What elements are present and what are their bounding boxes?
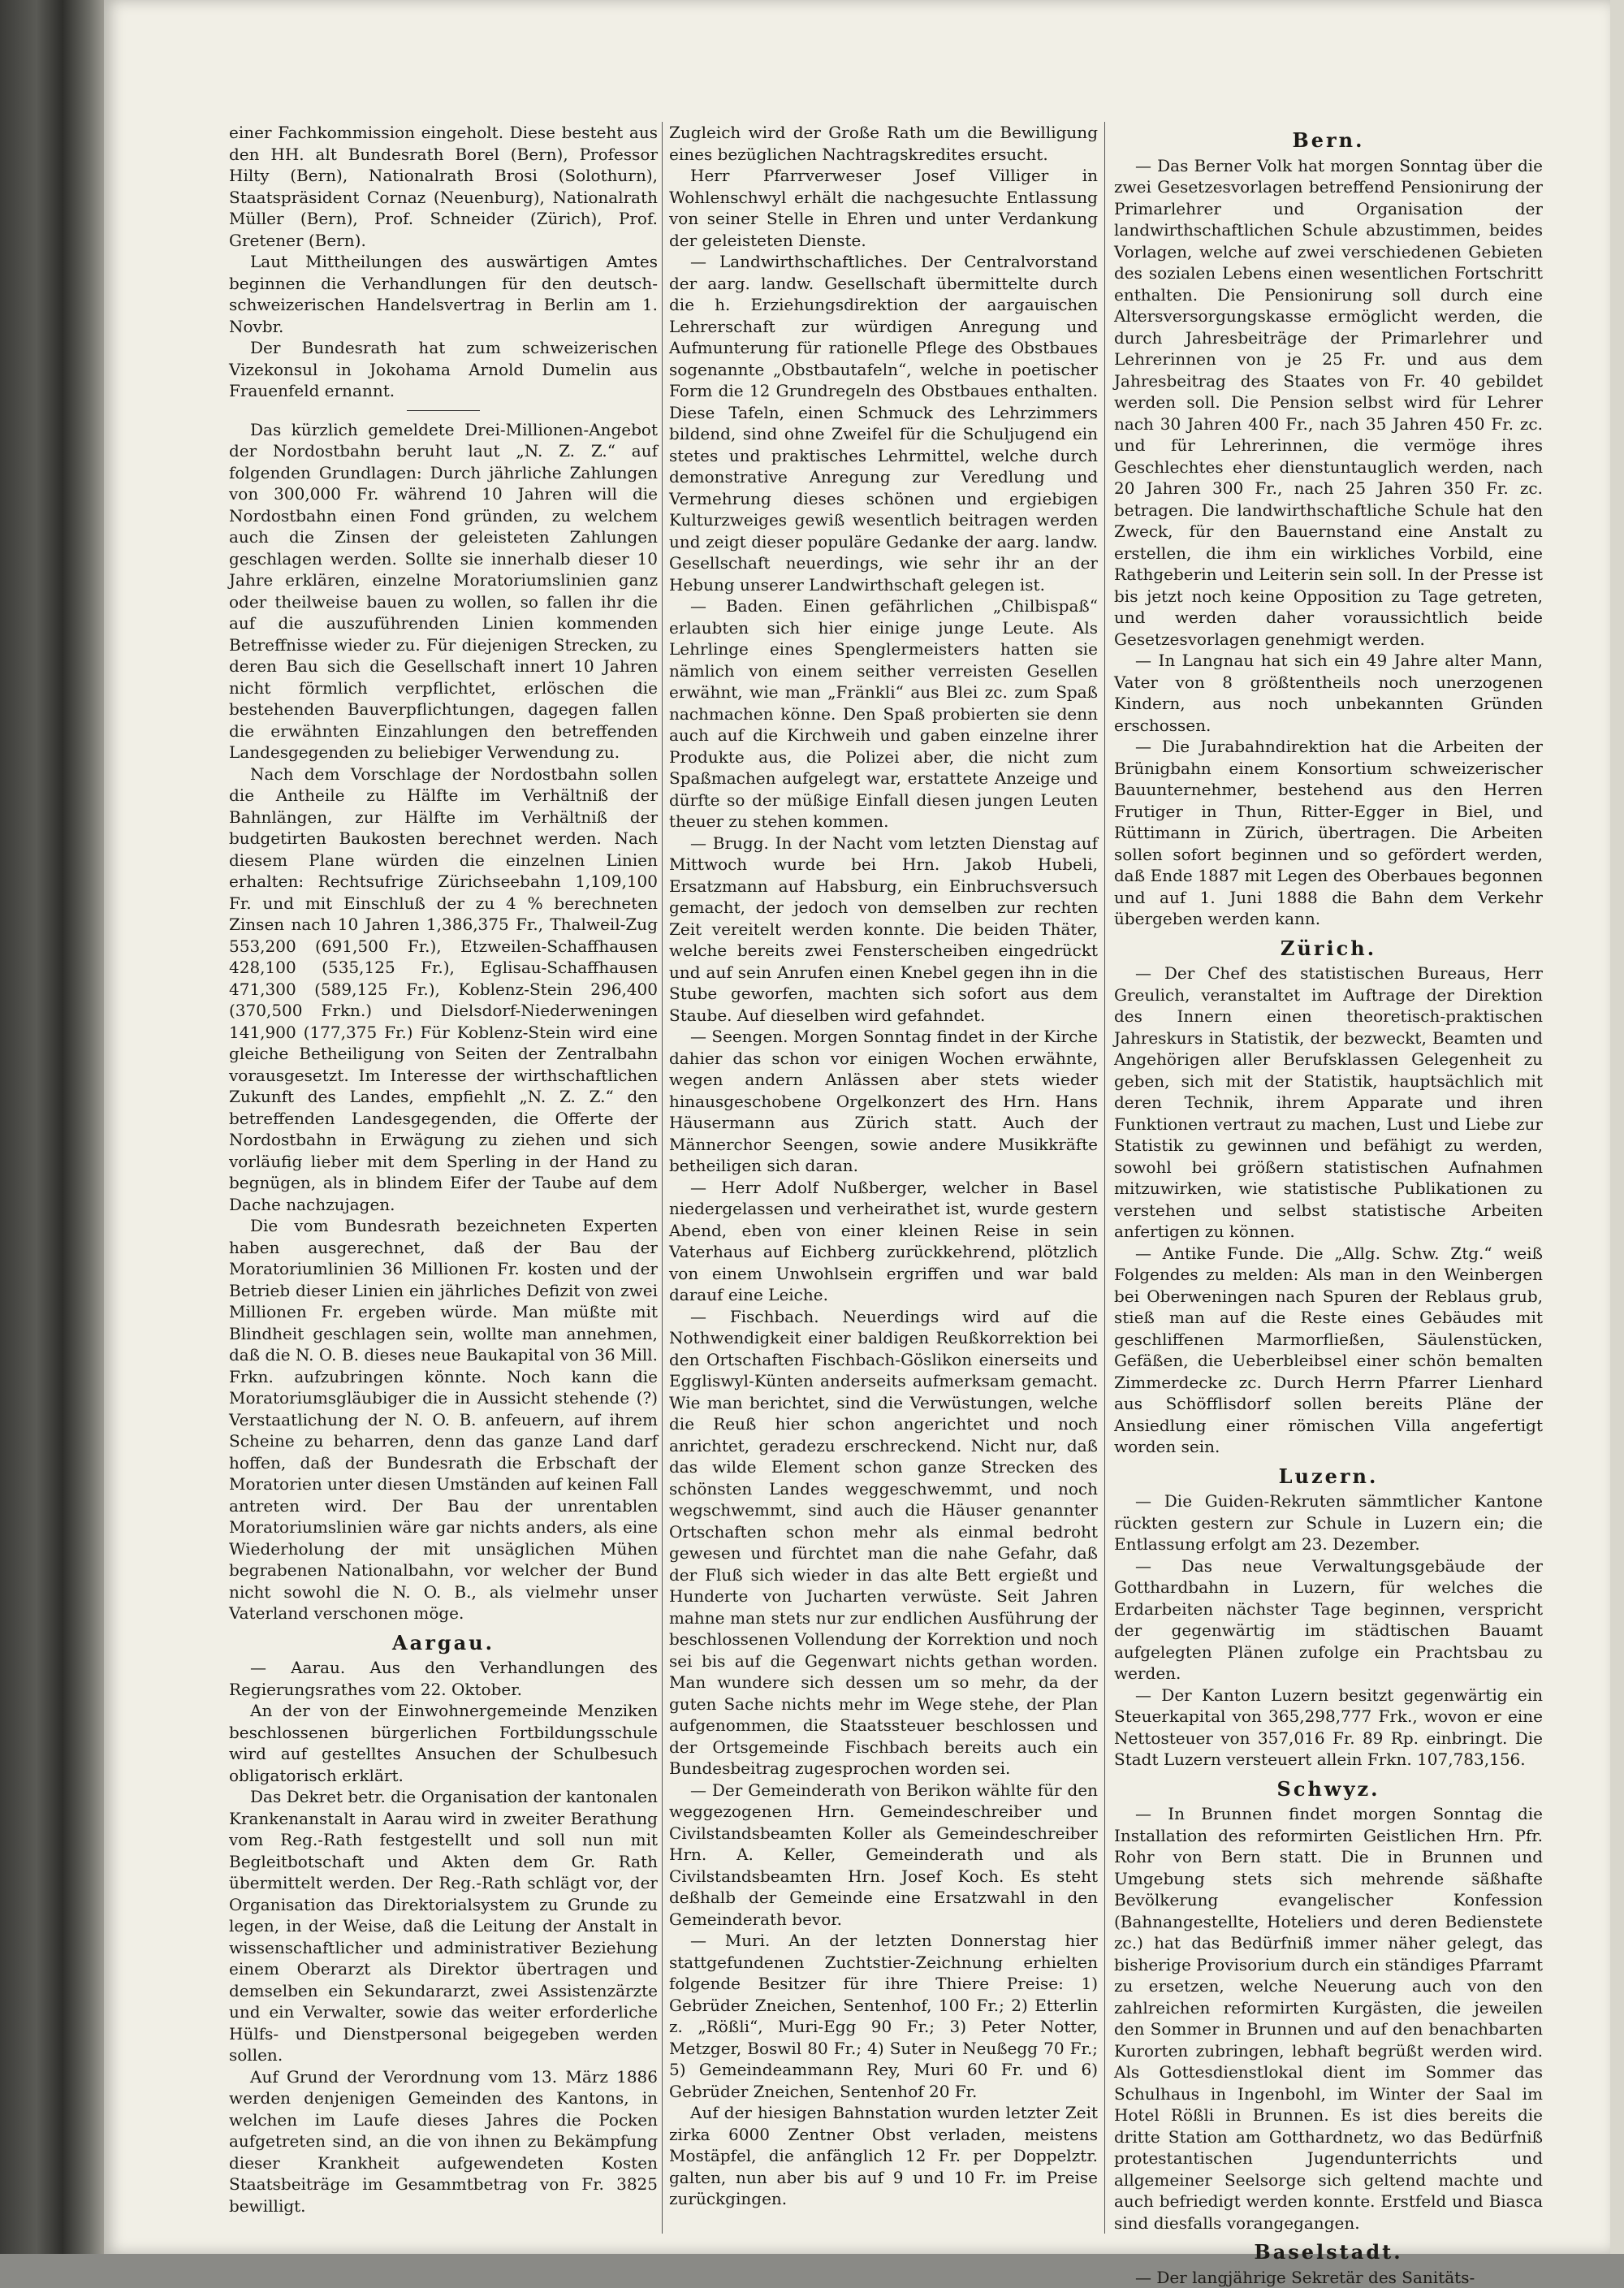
paragraph: — Die Jurabahndirektion hat die Arbeiten der Brünigbahn einem Konsortium schweizerischer Bauunternehmer, bestehend aus den Herren Frutiger in Thun, Ritter-Egger in Biel, und Rüttimann in Zürich, übertragen. Die Arbeiten sollen sofort beginnen und so gefördert werden, daß Ende 1887 mit Legen des Oberbaues begonnen und auf 1. Juni 1888 die Bahn dem Verkehr übergeben werden kann.	[1114, 736, 1543, 930]
paragraph: Nach dem Vorschlage der Nordostbahn sollen die Antheile zu Hälfte im Verhältniß der Bahnlängen, zur Hälfte im Verhältniß der budgetirten Baukosten berechnet werden. Nach diesem Plane würden die einzelnen Linien erhalten: Rechtsufrige Zürichseebahn 1,109,100 Fr. und mit Einschluß der zu 4 % berechneten Zinsen nach 10 Jahren 1,386,375 Fr., Thalweil-Zug 553,200 (691,500 Fr.), Etzweilen-Schaffhausen 428,100 (535,125 Fr.), Eglisau-Schaffhausen 471,300 (589,125 Fr.), Koblenz-Stein 296,400 (370,500 Frkn.) und Dielsdorf-Niederweningen 141,900 (177,375 Fr.) Für Koblenz-Stein wird eine gleiche Betheiligung von Seiten der Zentralbahn vorausgesetzt. Im Interesse der wirthschaftlichen Zukunft des Landes, empfiehlt „N. Z. Z.“ den betreffenden Landesgegenden, die Offerte der Nordostbahn in Erwägung zu ziehen und sich vorläufig lieber mit dem Sperling in der Hand zu begnügen, als in blindem Eifer der Taube auf dem Dache nachzujagen.	[229, 763, 658, 1216]
paragraph: — Landwirthschaftliches. Der Centralvorstand der aarg. landw. Gesellschaft übermittelte durch die h. Erziehungsdirektion der aargauischen Lehrerschaft zur würdigen Anregung und Aufmunterung für rationelle Pflege des Obstbaues sogenannte „Obstbautafeln“, welche in poetischer Form die 12 Grundregeln des Obstbaues enthalten. Diese Tafeln, einen Schmuck des Lehrzimmers bildend, sind ohne Zweifel für die Schuljugend ein stetes und praktisches Lehrmittel, welche durch demonstrative Anregung zur Veredlung und Vermehrung dieses schönen und ergiebigen Kulturzweiges gewiß wesentlich beitragen werden und zeigt dieser populäre Gedanke der aarg. landw. Gesellschaft neuerdings, wie sehr ihr an der Hebung unserer Landwirthschaft gelegen ist.	[669, 251, 1098, 595]
paragraph: Zugleich wird der Große Rath um die Bewilligung eines bezüglichen Nachtragskredites ersucht.	[669, 122, 1098, 165]
paragraph: Auf der hiesigen Bahnstation wurden letzter Zeit zirka 6000 Zentner Obst verladen, meistens Mostäpfel, die anfänglich 12 Fr. per Doppelztr. galten, nun aber bis auf 9 und 10 Fr. im Preise zurückgingen.	[669, 2102, 1098, 2210]
paragraph: — Das Berner Volk hat morgen Sonntag über die zwei Gesetzesvorlagen betreffend Pensionirung der Primarlehrer und Organisation der landwirthschaftlichen Schule abzustimmen, beides Vorlagen, welche auf zwei verschiedenen Gebieten des sozialen Lebens einen wesentlichen Fortschritt enthalten. Die Pensionirung soll durch eine Altersversorgungskasse ermöglicht werden, die durch Jahresbeiträge der Primarlehrer und Lehrerinnen von je 25 Fr. und aus dem Jahresbeitrag des Staates von Fr. 40 gebildet werden soll. Die Pension selbst wird für Lehrer nach 30 Jahren 400 Fr., nach 35 Jahren 450 Fr. zc. und für Lehrerinnen, die vermöge ihres Geschlechtes eher dienstuntauglich werden, nach 20 Jahren 300 Fr., nach 25 Jahren 350 Fr. zc. betragen. Die landwirthschaftliche Schule hat den Zweck, für den Bauernstand eine Anstalt zu erstellen, die ihm ein wirkliches Vorbild, eine Rathgeberin und Leiterin sein soll. In der Presse ist bis jetzt noch keine Opposition zu Tage getreten, und werden daher voraussichtlich beide Gesetzesvorlagen genehmigt werden.	[1114, 155, 1543, 651]
column-rule	[1104, 122, 1105, 2234]
section-heading-zuerich: Zürich.	[1114, 938, 1543, 960]
paragraph: — Der Gemeinderath von Berikon wählte für den weggezogenen Hrn. Gemeindeschreiber und Civilstandsbeamten Koller als Gemeindeschreiber Hrn. A. Keller, Gemeinderath und als Civilstandsbeamten Hrn. Josef Koch. Es steht deßhalb der Gemeinde eine Ersatzwahl in den Gemeinderath bevor.	[669, 1780, 1098, 1931]
paragraph: Laut Mittheilungen des auswärtigen Amtes beginnen die Verhandlungen für den deutsch-schweizerischen Handelsvertrag in Berlin am 1. Novbr.	[229, 251, 658, 337]
paragraph: Auf Grund der Verordnung vom 13. März 1886 werden denjenigen Gemeinden des Kantons, in welchen im Laufe dieses Jahres die Pocken aufgetreten sind, an die von ihnen zu Bekämpfung dieser Krankheit aufgewendeten Kosten Staatsbeiträge im Gesammtbetrag von Fr. 3825 bewilligt.	[229, 2066, 658, 2217]
paragraph: An der von der Einwohnergemeinde Menziken beschlossenen bürgerlichen Fortbildungsschule wird auf gestelltes Ansuchen der Schulbesuch obligatorisch erklärt.	[229, 1700, 658, 1786]
paragraph: — Das neue Verwaltungsgebäude der Gotthardbahn in Luzern, für welches die Erdarbeiten nächster Tage beginnen, verspricht der gegenwärtig im städtischen Bauamt aufgelegten Plänen zufolge ein Prachtsbau zu werden.	[1114, 1555, 1543, 1685]
paragraph: — Seengen. Morgen Sonntag findet in der Kirche dahier das schon vor einigen Wochen erwähnte, wegen andern Anlässen aber stets wieder hinausgeschobene Orgelkonzert des Hrn. Hans Häusermann aus Zürich statt. Auch der Männerchor Seengen, sowie andere Musikkräfte betheiligen sich daran.	[669, 1026, 1098, 1177]
paragraph: — Fischbach. Neuerdings wird auf die Nothwendigkeit einer baldigen Reußkorrektion bei den Ortschaften Fischbach-Göslikon einerseits und Eggliswyl-Künten anderseits aufmerksam gemacht. Wie man berichtet, sind die Verwüstungen, welche die Reuß hier schon angerichtet und noch anrichtet, geradezu erschreckend. Nicht nur, daß das wilde Element schon ganze Strecken des schönsten Landes weggeschwemmt, und noch wegschwemmt, sind auch die Häuser genannter Ortschaften schon mehr als einmal bedroht gewesen und fürchtet man die nahe Gefahr, daß der Fluß sich wieder in das alte Bett ergießt und Hunderte von Jucharten verwüste. Seit Jahren mahne man stets nur zur endlichen Ausführung der beschlossenen Vollendung der Korrektion und noch sei bis auf die Gegenwart nichts gethan worden. Man wundere sich dessen um so mehr, da der guten Sache nichts mehr im Wege stehe, der Plan aufgenommen, die Staatssteuer beschlossen und der Ortsgemeinde Fischbach bereits auch ein Bundesbeitrag zugesprochen worden sei.	[669, 1306, 1098, 1780]
separator	[407, 410, 480, 411]
paragraph: — In Brunnen findet morgen Sonntag die Installation des reformirten Geistlichen Hrn. Pfr. Rohr von Bern statt. Die in Brunnen und Umgebung stets sich mehrende säßhafte Bevölkerung evangelischer Konfession (Bahnangestellte, Hoteliers und deren Bedienstete zc.) hat das Bedürfniß immer näher gelegt, das bisherige Provisorium durch ein ständiges Pfarramt zu ersetzen, welche Neuerung auch von den zahlreichen reformirten Kurgästen, die jeweilen den Sommer in Brunnen und auf den benachbarten Kurorten zubringen, lebhaft begrüßt werden wird. Als Gottesdienstlokal dient im Sommer das Schulhaus in Ingenbohl, im Winter der Saal im Hotel Rößli in Brunnen. Es ist dies bereits die dritte Station am Gotthardnetz, wo das Bedürfniß protestantischen Jugendunterrichts und allgemeiner Seelsorge sich geltend machte und auch befriedigt werden konnte. Erstfeld und Biasca sind diesfalls vorangegangen.	[1114, 1803, 1543, 2234]
paragraph: — Antike Funde. Die „Allg. Schw. Ztg.“ weiß Folgendes zu melden: Als man in den Weinbergen bei Oberweningen nach Spuren der Reblaus grub, stieß man auf die Reste eines Gebäudes mit geschliffenen Marmorfließen, Säulenstücken, Gefäßen, die Ueberbleibsel einer schön bemalten Zimmerdecke zc. Durch Herrn Pfarrer Lienhard aus Schöfflisdorf sollen bereits Pläne der Ansiedlung einer römischen Villa angefertigt worden sein.	[1114, 1243, 1543, 1458]
paragraph: — Muri. An der letzten Donnerstag hier stattgefundenen Zuchtstier-Zeichnung erhielten folgende Besitzer für ihre Thiere Preise: 1) Gebrüder Zneichen, Sentenhof, 100 Fr.; 2) Etterlin z. „Rößli“, Muri-Egg 90 Fr.; 3) Peter Notter, Metzger, Boswil 80 Fr.; 4) Suter in Neußegg 70 Fr.; 5) Gemeindeammann Rey, Muri 60 Fr. und 6) Gebrüder Zneichen, Sentenhof 20 Fr.	[669, 1930, 1098, 2102]
section-heading-bern: Bern.	[1114, 130, 1543, 152]
column-right	[1114, 122, 1543, 2234]
section-heading-schwyz: Schwyz.	[1114, 1779, 1543, 1801]
column-rule	[662, 122, 663, 2234]
column-left	[229, 122, 658, 2234]
paragraph: — Der Kanton Luzern besitzt gegenwärtig ein Steuerkapital von 365,298,777 Frk., wovon er eine Nettosteuer von 357,016 Fr. 89 Rp. einbringt. Die Stadt Luzern versteuert allein Frkn. 107,783,156.	[1114, 1685, 1543, 1771]
book-binding	[0, 0, 104, 2254]
paragraph: Herr Pfarrverweser Josef Villiger in Wohlenschwyl erhält die nachgesuchte Entlassung von seiner Stelle in Ehren und unter Verdankung der geleisteten Dienste.	[669, 165, 1098, 251]
paragraph: Das kürzlich gemeldete Drei-Millionen-Angebot der Nordostbahn beruht laut „N. Z. Z.“ auf folgenden Grundlagen: Durch jährliche Zahlungen von 300,000 Fr. während 10 Jahren will die Nordostbahn einen Fond gründen, zu welchem auch die Zinsen der geleisteten Zahlungen geschlagen werden. Sollte sie innerhalb dieser 10 Jahre erklären, einzelne Moratoriumslinien ganz oder theilweise bauen zu wollen, so fallen ihr die auf die auszuführenden Linien kommenden Betreffnisse wieder zu. Für diejenigen Strecken, zu deren Bau sich die Gesellschaft innert 10 Jahren nicht förmlich verpflichtet, erlöschen die bestehenden Bauverpflichtungen, dagegen fallen die erwähnten Einzahlungen den betreffenden Landesgegenden zu beliebiger Verwendung zu.	[229, 419, 658, 763]
paragraph: — Der langjährige Sekretär des Sanitäts-	[1114, 2267, 1543, 2288]
paragraph: — Aarau. Aus den Verhandlungen des Regierungsrathes vom 22. Oktober.	[229, 1657, 658, 1700]
paragraph: — Baden. Einen gefährlichen „Chilbispaß“ erlaubten sich hier einige junge Leute. Als Lehrlinge eines Spenglermeisters hatten sie nämlich von einem seither verreisten Gesellen erwähnt, wie man „Fränkli“ aus Blei zc. zum Spaß nachmachen könne. Den Spaß probierten sie denn auch auf die Kirchweih und gaben einzelne ihrer Produkte aus, die Polizei aber, die nicht zum Spaßmachen aufgelegt war, erstattete Anzeige und dürfte so der müßige Einfall diesen jungen Leuten theuer zu stehen kommen.	[669, 595, 1098, 833]
paragraph: — Die Guiden-Rekruten sämmtlicher Kantone rückten gestern zur Schule in Luzern ein; die Entlassung erfolgt am 23. Dezember.	[1114, 1490, 1543, 1555]
paragraph: Die vom Bundesrath bezeichneten Experten haben ausgerechnet, daß der Bau der Moratoriumlinien 36 Millionen Fr. kosten und der Betrieb dieser Linien ein jährliches Defizit von zwei Millionen Fr. ergeben würde. Man müßte mit Blindheit geschlagen sein, wollte man annehmen, daß die N. O. B. dieses neue Baukapital von 36 Mill. Frkn. aufzubringen könnte. Noch kann die Moratoriumsgläubiger die in Aussicht stehende (?) Verstaatlichung der N. O. B. anfeuern, auf ihrem Scheine zu beharren, denn das ganze Land darf hoffen, daß der Bundesrath die Erbschaft der Moratorien unter diesen Umständen auf keinen Fall antreten wird. Der Bau der unrentablen Moratoriumslinien wäre gar nichts anders, als eine Wiederholung der mit unsäglichen Mühen begrabenen Nationalbahn, vor welcher der Bund nicht sowohl die N. O. B., als vielmehr unser Vaterland verschonen möge.	[229, 1215, 658, 1624]
paragraph: — In Langnau hat sich ein 49 Jahre alter Mann, Vater von 8 größtentheils noch unerzogenen Kindern, aus noch unbekannten Gründen erschossen.	[1114, 650, 1543, 736]
page-edge	[1610, 0, 1624, 2254]
paragraph: Der Bundesrath hat zum schweizerischen Vizekonsul in Jokohama Arnold Dumelin aus Frauenfeld ernannt.	[229, 337, 658, 402]
section-heading-luzern: Luzern.	[1114, 1466, 1543, 1488]
section-heading-aargau: Aargau.	[229, 1633, 658, 1654]
paragraph: — Der Chef des statistischen Bureaus, Herr Greulich, veranstaltet im Auftrage der Direktion des Innern einen theoretisch-praktischen Jahreskurs in Statistik, der bezweckt, Beamten und Angehörigen aller Berufsklassen Gelegenheit zu geben, sich mit der Statistik, hauptsächlich mit deren Technik, ihrem Apparate und ihren Funktionen vertraut zu machen, Lust und Liebe zur Statistik zu gewinnen und befähigt zu werden, sowohl bei größern statistischen Aufnahmen mitzuwirken, wie statistische Publikationen zu verstehen und selbst statistische Arbeiten anfertigen zu können.	[1114, 962, 1543, 1243]
paragraph: einer Fachkommission eingeholt. Diese besteht aus den HH. alt Bundesrath Borel (Bern), Professor Hilty (Bern), Nationalrath Brosi (Solothurn), Staatspräsident Cornaz (Neuenburg), Nationalrath Müller (Bern), Prof. Schneider (Zürich), Prof. Gretener (Bern).	[229, 122, 658, 251]
paragraph: — Brugg. In der Nacht vom letzten Dienstag auf Mittwoch wurde bei Hrn. Jakob Hubeli, Ersatzmann auf Habsburg, ein Einbruchsversuch gemacht, der jedoch von demselben zur rechten Zeit vereitelt werden konnte. Die beiden Thäter, welche bereits zwei Fensterscheiben eingedrückt und auf sein Anrufen einen Knebel gegen ihn in die Stube geworfen, machten sich sofort aus dem Staube. Auf dieselben wird gefahndet.	[669, 833, 1098, 1027]
section-heading-baselstadt: Baselstadt.	[1114, 2242, 1543, 2264]
paragraph: Das Dekret betr. die Organisation der kantonalen Krankenanstalt in Aarau wird in zweiter Berathung vom Reg.-Rath festgestellt und soll nun mit Begleitbotschaft und Akten dem Gr. Rath übermittelt werden. Der Reg.-Rath schlägt vor, der Organisation das Direktorialsystem zu Grunde zu legen, in der Weise, daß die Leitung der Anstalt in wissenschaftlicher und administrativer Beziehung einem Oberarzt als Direktor übertragen und demselben ein Sekundararzt, zwei Assistenzärzte und ein Verwalter, sowie das weiter erforderliche Hülfs- und Dienstpersonal beigegeben werden sollen.	[229, 1786, 658, 2066]
column-middle	[669, 122, 1098, 2234]
paragraph: — Herr Adolf Nußberger, welcher in Basel niedergelassen und verheirathet ist, wurde gestern Abend, eben von einer kleinen Reise in sein Vaterhaus auf Eichberg zurückkehrend, plötzlich von einem Unwohlsein ergriffen und war bald darauf eine Leiche.	[669, 1177, 1098, 1306]
